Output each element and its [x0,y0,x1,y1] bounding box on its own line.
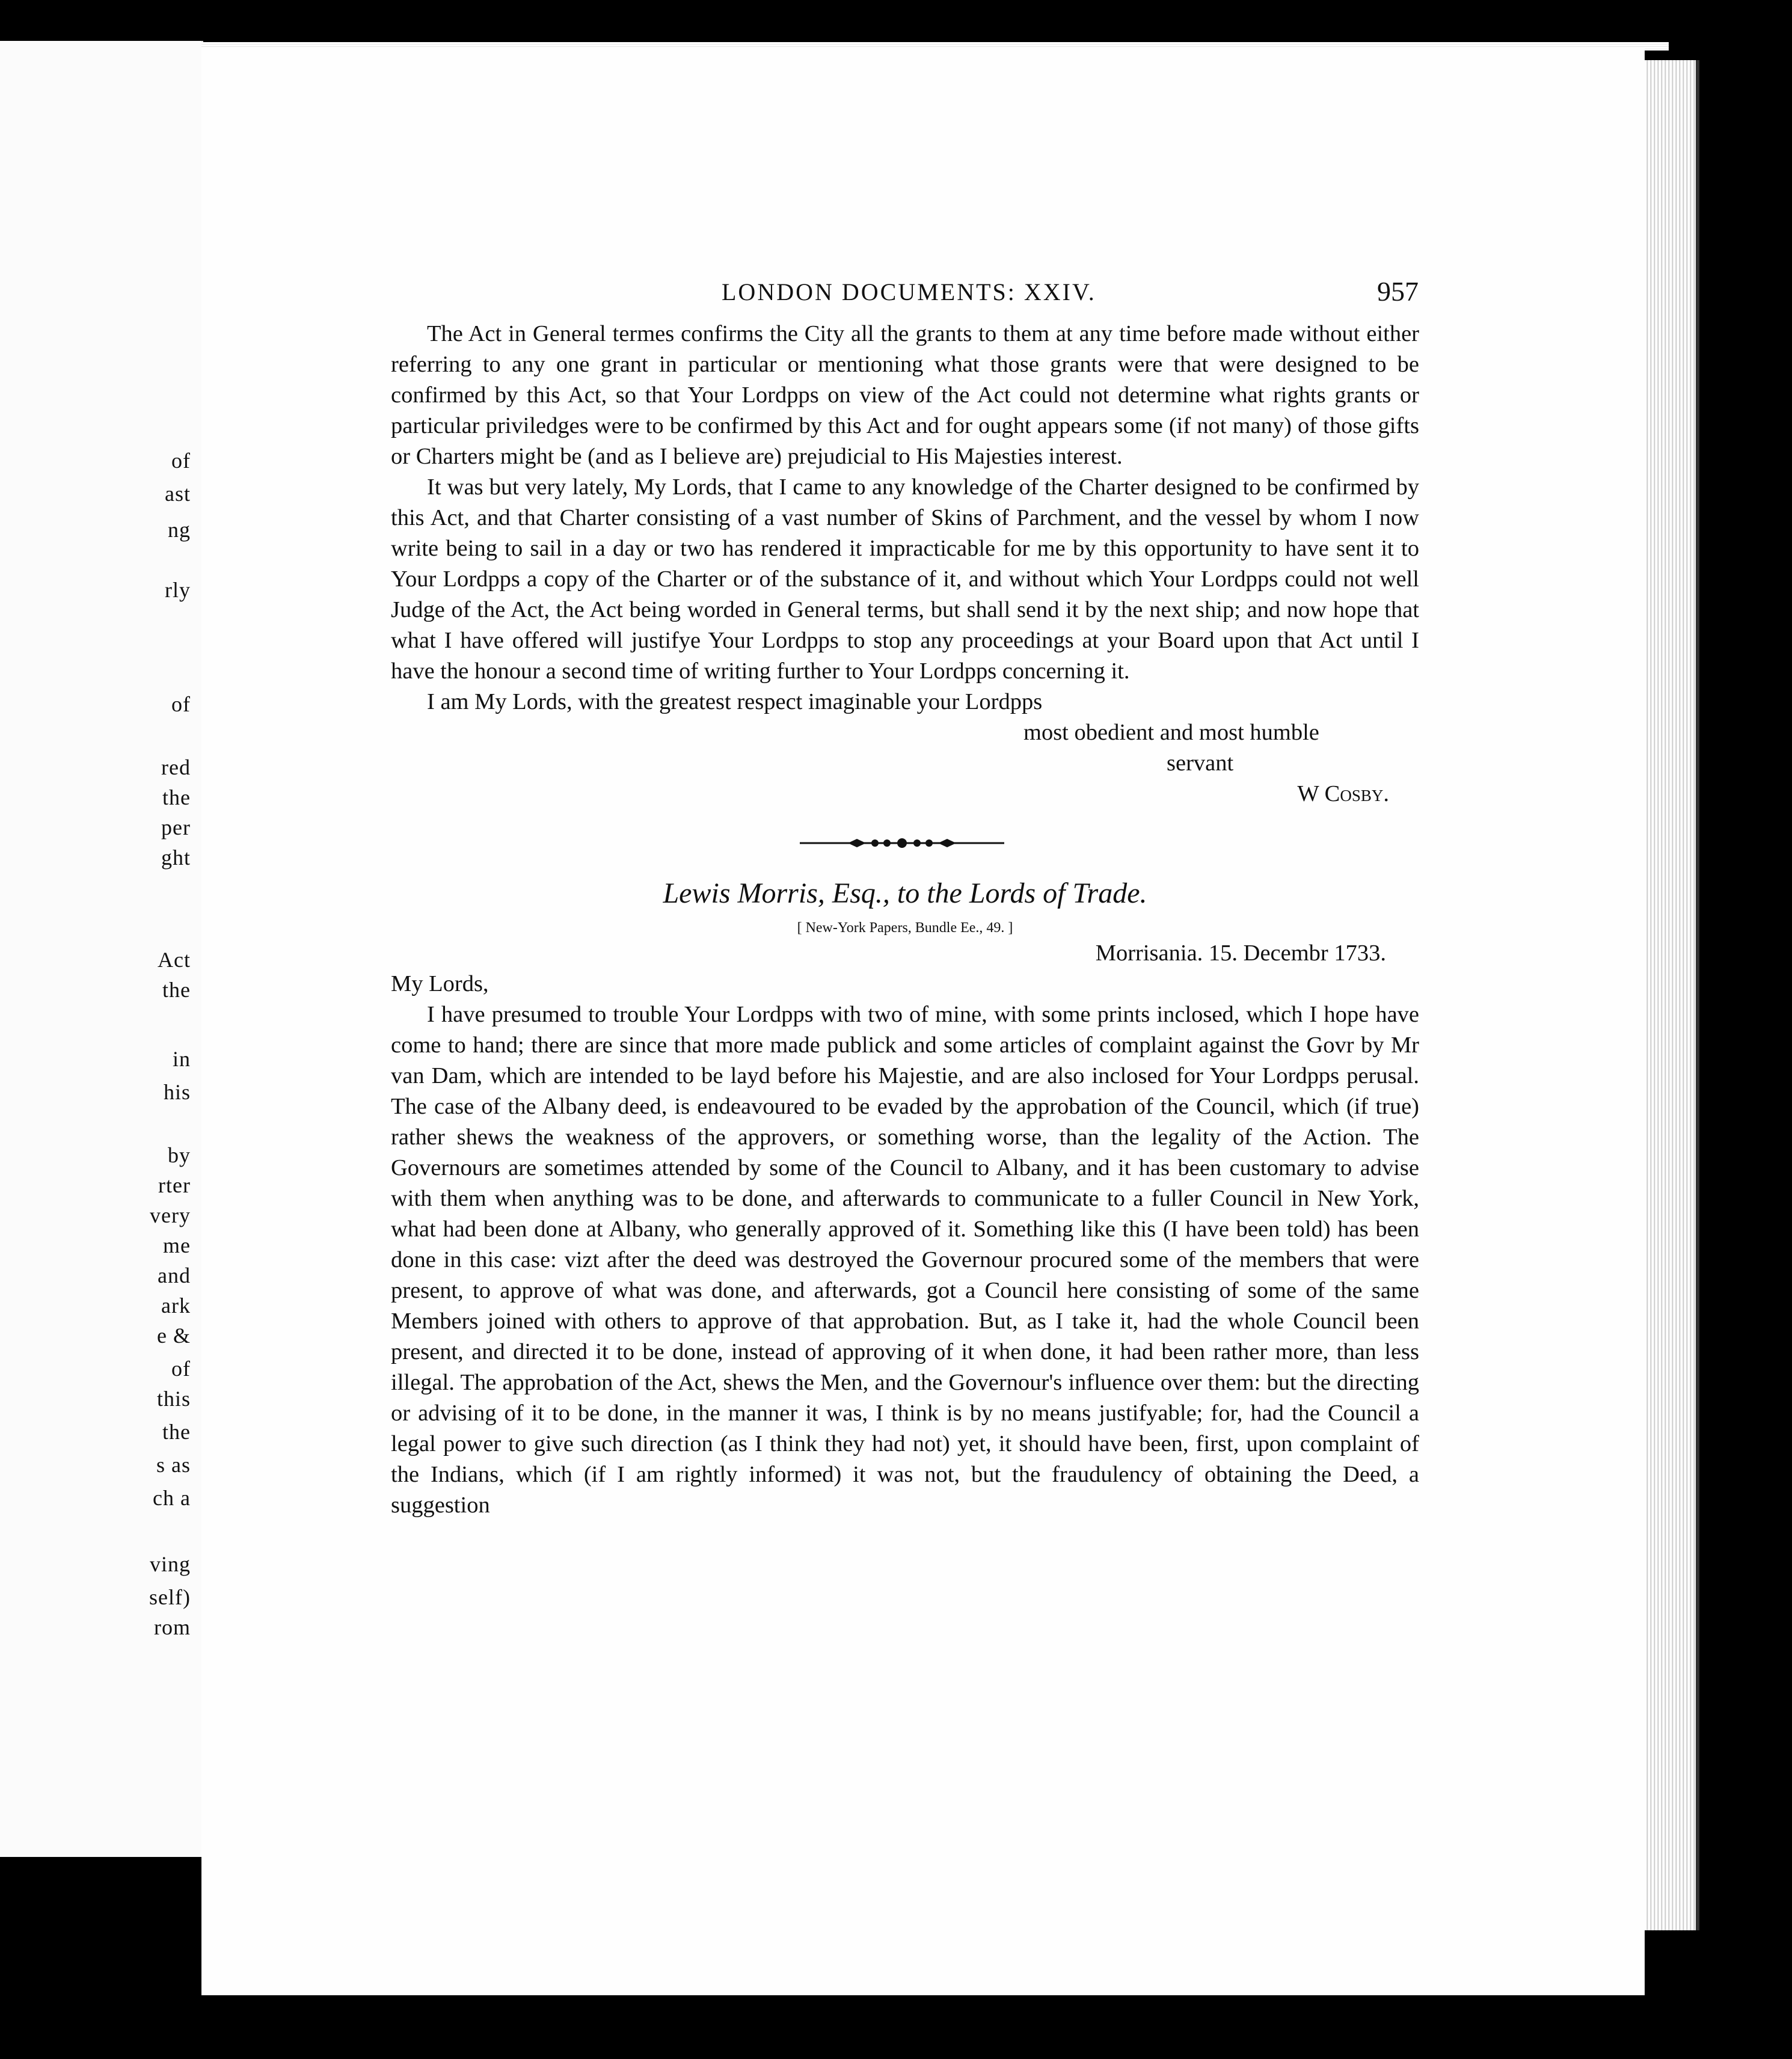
facing-page-fragment: of [171,1357,191,1381]
signature: W Cosby. [1297,781,1389,806]
facing-page-fragment: the [162,785,191,809]
facing-page-fragment: red [161,755,191,779]
facing-page-fragment: rly [165,578,191,602]
facing-page-fragment: ving [149,1552,191,1576]
facing-page-fragment: and [158,1263,191,1287]
page-side-edges [1645,60,1699,1930]
facing-page-fragment: this [156,1387,191,1411]
facing-page-fragment: in [172,1047,191,1071]
facing-page-fragment: Act [158,948,191,972]
letter-title: Lewis Morris, Esq., to the Lords of Trade. [663,877,1147,909]
facing-page-fragment: rom [154,1615,191,1639]
facing-page-fragment: per [161,815,191,839]
closing-line: servant [1167,750,1234,776]
facing-page-fragment: ark [161,1293,191,1318]
facing-page-fragment: ch a [153,1486,191,1510]
facing-page-fragment: his [163,1080,191,1104]
facing-page-fragment: ast [165,482,191,506]
letter-paragraph: The Act in General termes confirms the City all the grants to them at any time before made without either referring to any one grant in particular or mentioning what those grants were that were designed to be confirmed by this Act, so that Your Lordpps on view of the Act could not determine what rights grants or particular priviledges were to be confirmed by this Act and for ought appears some (if not many) of those gifts or Charters might be (and as I believe are) prejudicial to His Majesties interest. [391,321,1419,469]
dateline: Morrisania. 15. Decembr 1733. [1095,941,1386,966]
facing-page-fragment: rter [158,1173,191,1197]
letter-paragraph: It was but very lately, My Lords, that I came to any knowledge of the Charter designed to be confirmed by this Act, and that Charter consisting of a vast number of Skins of Parchment, and the vessel by whom I now write being to sail in a day or two has rendered it impracticable for me by this opportunity to have sent it to Your Lordpps a copy of the Charter or of the substance of it, and without which Your Lordpps could not well Judge of the Act, the Act being worded in General terms, but shall send it by the next ship; and now hope that what I have offered will justifye Your Lordpps to stop any proceedings at your Board upon that Act until I have the honour a second time of writing further to Your Lordpps concerning it. [391,474,1419,684]
facing-page-fragment: s as [156,1453,191,1477]
ornamental-divider [800,835,1004,852]
facing-page-fragment: by [168,1143,191,1167]
facing-page-fragment: self) [149,1585,191,1609]
facing-page-fragment: e & [157,1324,191,1348]
facing-page-fragment: the [162,978,191,1002]
page-body [391,319,1419,1521]
running-head: LONDON DOCUMENTS: XXIV. [722,278,1096,305]
facing-page-fragment: of [171,692,191,716]
facing-page-fragment: ng [168,518,191,542]
letter-paragraph: I am My Lords, with the greatest respect imaginable your Lordpps [427,689,1043,714]
facing-page-fragment: of [171,449,191,473]
facing-page-fragment: the [162,1420,191,1444]
facing-page-fragment: ght [161,845,191,870]
closing-line: most obedient and most humble [1023,720,1319,745]
source-note: [ New-York Papers, Bundle Ee., 49. ] [797,920,1013,936]
facing-page-fragment: me [163,1233,191,1257]
letter-paragraph: I have presumed to trouble Your Lordpps with two of mine, with some prints inclosed, which I hope have come to hand; there are since that more made publick and some articles of complaint against the Govr by Mr van Dam, which are intended to be layd before his Majestie, and are also inclosed for Your Lordpps perusal. The case of the Albany deed, is endeavoured to be evaded by the approbation of the Council, which (if true) rather shews the weakness of the approvers, or something worse, than the legality of the Action. The Governours are sometimes attended by some of the Council to Albany, and it has been customary to advise with them when anything was to be done, and afterwards to communicate to a fuller Council in New York, what had been done at Albany, who generally approved of it. Something like this (I have been told) has been done in this case: vizt after the deed was destroyed the Governour procured some of the members that were present, to approve of what was done, and afterwards, got a Council here consisting of some of the same Members joined with others to approve of that approbation. But, as I take it, had the whole Council been present, and directed it to be done, instead of approving of it when done, it had been rather more, than less illegal. The approbation of the Act, shews the Men, and the Governour's influence over them: but the directing or advising of it to be done, in the manner it was, I think is by no means justifyable; for, had the Council a legal power to give such direction (as I think they had not) yet, it should have been, first, upon complaint of the Indians, which (if I am rightly informed) it was not, but the fraudulency of obtaining the Deed, a suggestion [391,1002,1419,1518]
page-number: 957 [1377,276,1419,307]
facing-page [0,41,203,1857]
facing-page-fragment: very [150,1203,191,1227]
salutation: My Lords, [391,971,489,996]
facing-page-text-fragments [0,41,201,1857]
